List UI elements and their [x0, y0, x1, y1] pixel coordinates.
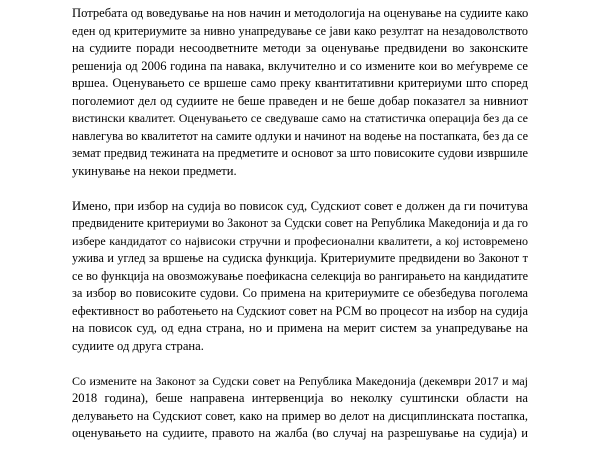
- text-line: поголемиот дел од судиите не беше праведен и не беше добар показател за нивниот: [72, 93, 528, 108]
- paragraph-2: [72, 198, 528, 356]
- text-line: 2018 година), беше направена интервенција во неколку суштински области на: [72, 391, 528, 405]
- text-line: оценувањето на судиите, правото на жалба (во случај на разрешување на судија) и: [72, 426, 528, 440]
- text-line: Имено, при избор на судија во повисок суд, Судскиот совет е должен да ги почитува: [72, 198, 528, 213]
- text-line: избере кандидатот со највисоки стручни и професионални квалитети, а кој истовремено: [72, 233, 528, 248]
- text-line: се во функција на овозможување поефикасна селекција во рангирањето на кандидатите: [72, 268, 528, 283]
- text-line: предвидените критериуми во Законот за Судски совет на Република Македонија и да го: [72, 216, 528, 230]
- text-line: еден од критериумите за нивно унапредување се јави како резултат на незадоволството: [72, 23, 528, 38]
- text-line: Потребата од воведување на нов начин и методологија на оценување на судиите како: [72, 6, 529, 20]
- text-line: навлегува во квалитетот на самите одлуки и начинот на водење на постапката, без да се: [72, 128, 528, 143]
- paragraph-3: [72, 373, 528, 440]
- text-line: судиите од друга страна.: [72, 338, 204, 353]
- text-line: Со измените на Законот за Судски совет на Република Македонија (декември 2017 и мај: [72, 373, 528, 388]
- text-line: земат предвид тежината на предметите и основот за што повисоките судови извршиле: [72, 146, 528, 160]
- document-body: [72, 0, 528, 454]
- text-line: решенија од 2006 година па навака, вклучително и со измените кои во меѓувреме се: [72, 58, 528, 73]
- text-line: на судиите поради несоодветните методи за оценување предвидени во законските: [72, 41, 528, 55]
- text-line: ужива и углед за вршење на судиска функција. Критериумите предвидени во Законот т: [72, 251, 528, 265]
- text-line: вршеа. Оценувањето се вршеше само преку квантитативни критериуми што според: [72, 76, 528, 90]
- text-line: за избор во повисоките судови. Со примена на критериумите се обезбедува поголема: [72, 286, 528, 300]
- text-line: делувањето на Судскиот совет, како на пример во делот на дисциплинската постапка,: [72, 408, 528, 423]
- text-line: ефективност во работењето на Судскиот совет на РСМ во процесот на избор на судија: [72, 303, 528, 318]
- paragraph-1: [72, 5, 528, 180]
- text-line: на повисок суд, од една страна, но и примена на мерит систем за унапредување на: [72, 321, 528, 335]
- text-line: укинување на некои предмети.: [72, 163, 237, 178]
- text-line: вистински квалитет. Оценувањето се сведуваше само на статистичка операција без да се: [72, 111, 528, 125]
